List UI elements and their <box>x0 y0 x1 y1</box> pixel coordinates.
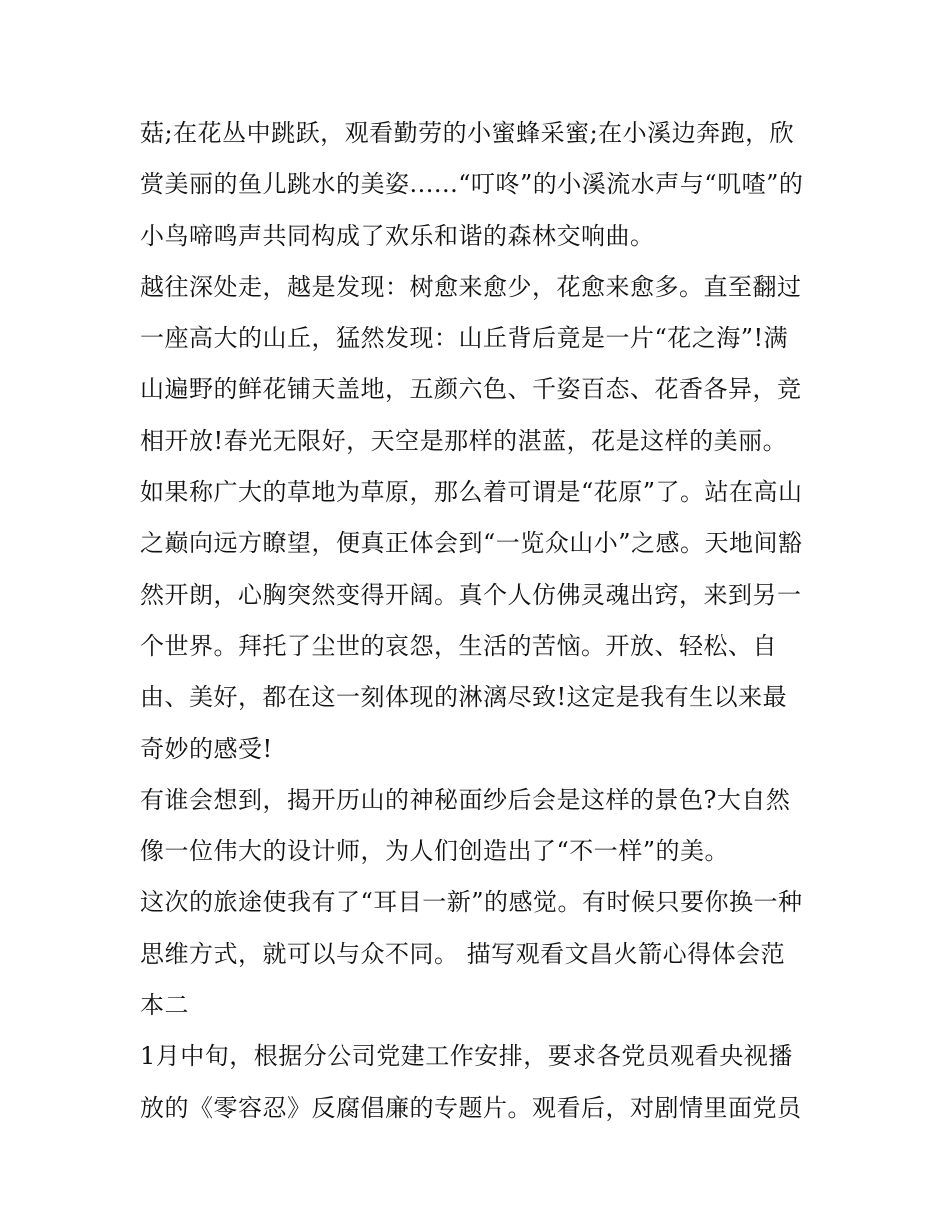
text-line: 奇妙的感受! <box>140 734 273 763</box>
text-line: 像一位伟大的设计师，为人们创造出了“不一样”的美。 <box>140 837 730 866</box>
text-line: 1月中旬，根据分公司党建工作安排，要求各党员观看央视播 <box>140 1042 793 1071</box>
text-line: 放的《零容忍》反腐倡廉的专题片。观看后，对剧情里面党员 <box>140 1093 802 1122</box>
document-body <box>140 108 820 1134</box>
text-line: 相开放!春光无限好，天空是那样的湛蓝，花是这样的美丽。 <box>140 426 788 455</box>
text-line: 菇;在花丛中跳跃，观看勤劳的小蜜蜂采蜜;在小溪边奔跑，欣 <box>140 119 795 147</box>
text-line: 越往深处走，越是发现：树愈来愈少，花愈来愈多。直至翻过 <box>140 272 802 301</box>
text-line: 思维方式，就可以与众不同。 描写观看文昌火箭心得体会范 <box>140 939 786 968</box>
text-line: 有谁会想到，揭开历山的神秘面纱后会是这样的景色?大自然 <box>140 785 791 814</box>
text-line: 一座高大的山丘，猛然发现：山丘背后竟是一片“花之海”!满 <box>140 324 789 353</box>
text-line: 然开朗，心胸突然变得开阔。真个人仿佛灵魂出窍，来到另一 <box>140 580 802 609</box>
text-line: 个世界。拜托了尘世的哀怨，生活的苦恼。开放、轻松、自 <box>140 631 777 660</box>
text-line: 这次的旅途使我有了“耳目一新”的感觉。有时候只要你换一种 <box>140 888 803 917</box>
text-line: 赏美丽的鱼儿跳水的美姿......“叮咚”的小溪流水声与“叽喳”的 <box>140 170 804 199</box>
text-line: 之巅向远方瞭望，便真正体会到“一览众山小”之感。天地间豁 <box>140 529 803 558</box>
text-line: 如果称广大的草地为草原，那么着可谓是“花原”了。站在高山 <box>140 478 803 507</box>
text-line: 由、美好，都在这一刻体现的淋漓尽致!这定是我有生以来最 <box>140 683 788 712</box>
text-line: 本二 <box>140 991 189 1020</box>
text-line: 山遍野的鲜花铺天盖地，五颜六色、千姿百态、花香各异，竞 <box>140 375 802 404</box>
text-line: 小鸟啼鸣声共同构成了欢乐和谐的森林交响曲。 <box>140 221 655 250</box>
